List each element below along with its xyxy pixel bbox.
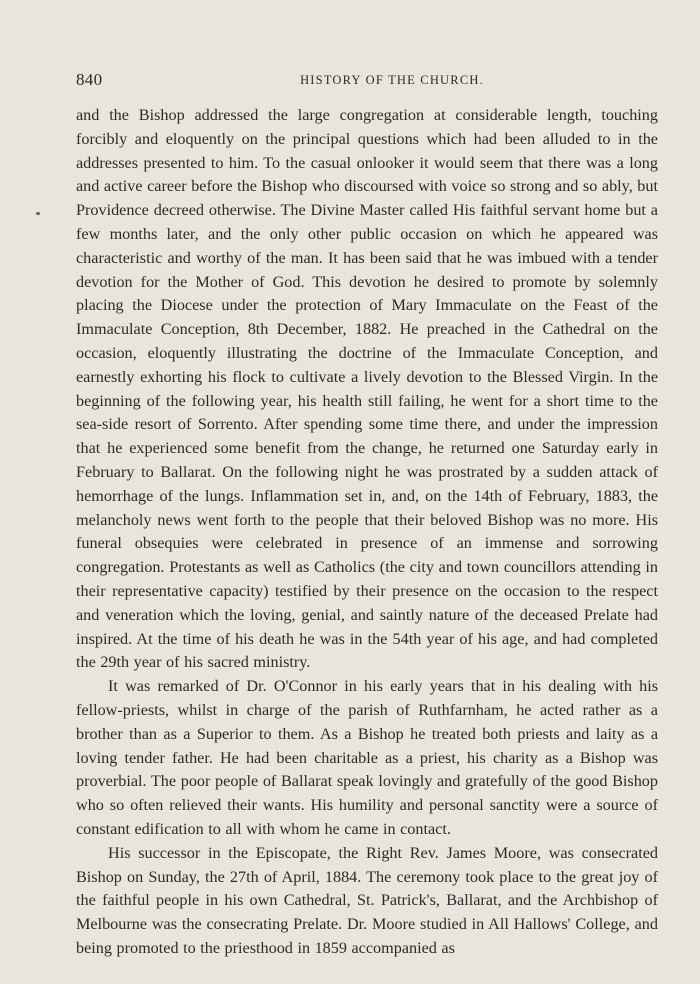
page-header [76,70,658,92]
body-text [76,104,658,961]
margin-mark [36,212,40,215]
paragraph-1: and the Bishop addressed the large congregation at considerable length, touching forcibly and eloquently on the principal questions which had been alluded to in the addresses presented to him. To the casual onlooker it would seem that there was a long and active career before the Bishop who discoursed with voice so strong and so ably, but Providence decreed otherwise. The Divine Master called His faithful servant home but a few months later, and the only other public occasion on which he appeared was characteristic and worthy of the man. It has been said that he was imbued with a tender devotion for the Mother of God. This devotion he desired to promote by solemnly placing the Diocese under the protection of Mary Immaculate on the Feast of the Immaculate Conception, 8th December, 1882. He preached in the Cathedral on the occasion, eloquently illustrating the doctrine of the Immaculate Conception, and earnestly exhorting his flock to cultivate a lively devotion to the Blessed Virgin. In the beginning of the following year, his health still failing, he went for a short time to the sea-side resort of Sorrento. After spending some time there, and under the impression that he experienced some benefit from the change, he returned one Saturday early in February to Ballarat. On the following night he was prostrated by a sudden attack of hemorrhage of the lungs. Inflammation set in, and, on the 14th of February, 1883, the melancholy news went forth to the people that their beloved Bishop was no more. His funeral obsequies were celebrated in presence of an immense and sorrowing congregation. Protestants as well as Catholics (the city and town councillors attending in their representative capacity) testified by their presence on the occasion to the respect and veneration which the loving, genial, and saintly nature of the deceased Prelate had inspired. At the time of his death he was in the 54th year of his age, and had completed the 29th year of his sacred ministry. [76,106,658,672]
page-number: 840 [76,70,103,89]
running-head: HISTORY OF THE CHURCH. [300,73,484,87]
paragraph-3: His successor in the Episcopate, the Right Rev. James Moore, was consecrated Bishop on Sunday, the 27th of April, 1884. The ceremony took place to the great joy of the faithful people in his own Cathedral, St. Patrick's, Ballarat, and the Archbishop of Melbourne was the consecrating Prelate. Dr. Moore studied in All Hallows' College, and being promoted to the priesthood in 1859 accompanied as [76,843,658,957]
paragraph-2: It was remarked of Dr. O'Connor in his early years that in his dealing with his fellow-priests, whilst in charge of the parish of Ruthfarnham, he acted rather as a brother than as a Superior to them. As a Bishop he treated both priests and laity as a loving tender father. He had been charitable as a priest, his charity as a Bishop was proverbial. The poor people of Ballarat speak lovingly and gratefully of the good Bishop who so often relieved their wants. His humility and personal sanctity were a source of constant edification to all with whom he came in contact. [76,677,658,838]
